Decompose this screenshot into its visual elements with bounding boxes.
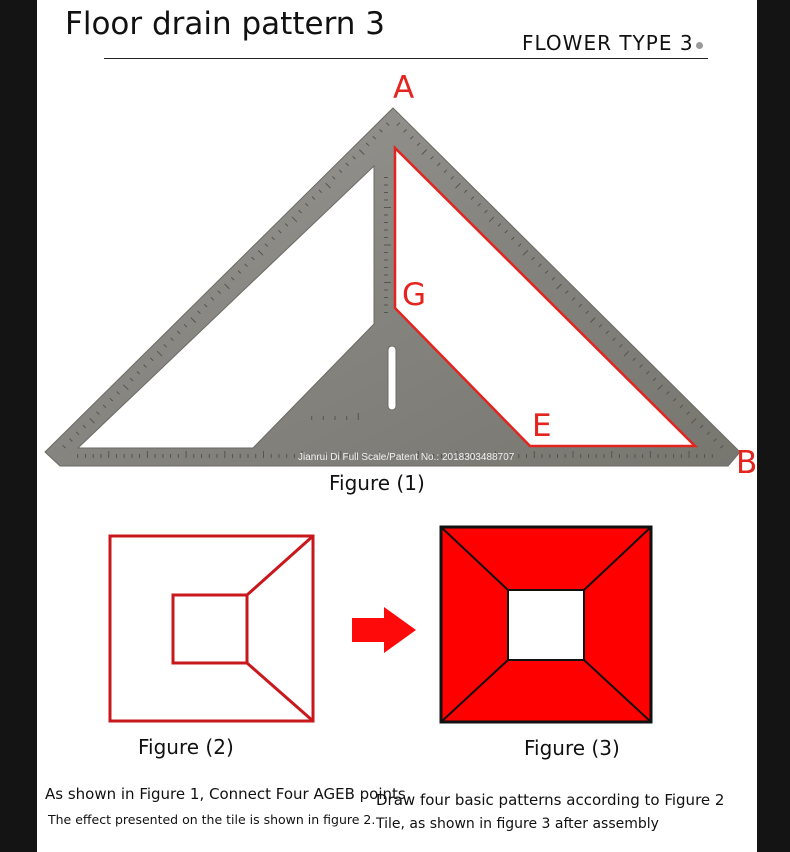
figure-2-caption: Figure (2) [138,735,234,759]
page-title: Floor drain pattern 3 [65,6,385,42]
point-e-label: E [532,408,552,444]
point-b-label: B [736,445,758,481]
right-note-line-1: Draw four basic patterns according to Figure 2 [376,791,725,809]
figure-3-caption: Figure (3) [524,736,620,760]
point-g-label: G [402,277,427,313]
tile-center-opening [508,590,584,660]
point-a-label: A [393,70,415,106]
ruler-imprint-text: Jianrui Di Full Scale/Patent No.: 2018303488707 [298,452,515,463]
right-note-line-2: Tile, as shown in figure 3 after assembly [376,816,659,832]
left-note-line-1: As shown in Figure 1, Connect Four AGEB points [45,785,406,803]
figure-1-caption: Figure (1) [329,471,425,495]
flower-type-label: FLOWER TYPE 3 [522,31,694,55]
left-note-line-2: The effect presented on the tile is shown in figure 2. [48,812,376,827]
